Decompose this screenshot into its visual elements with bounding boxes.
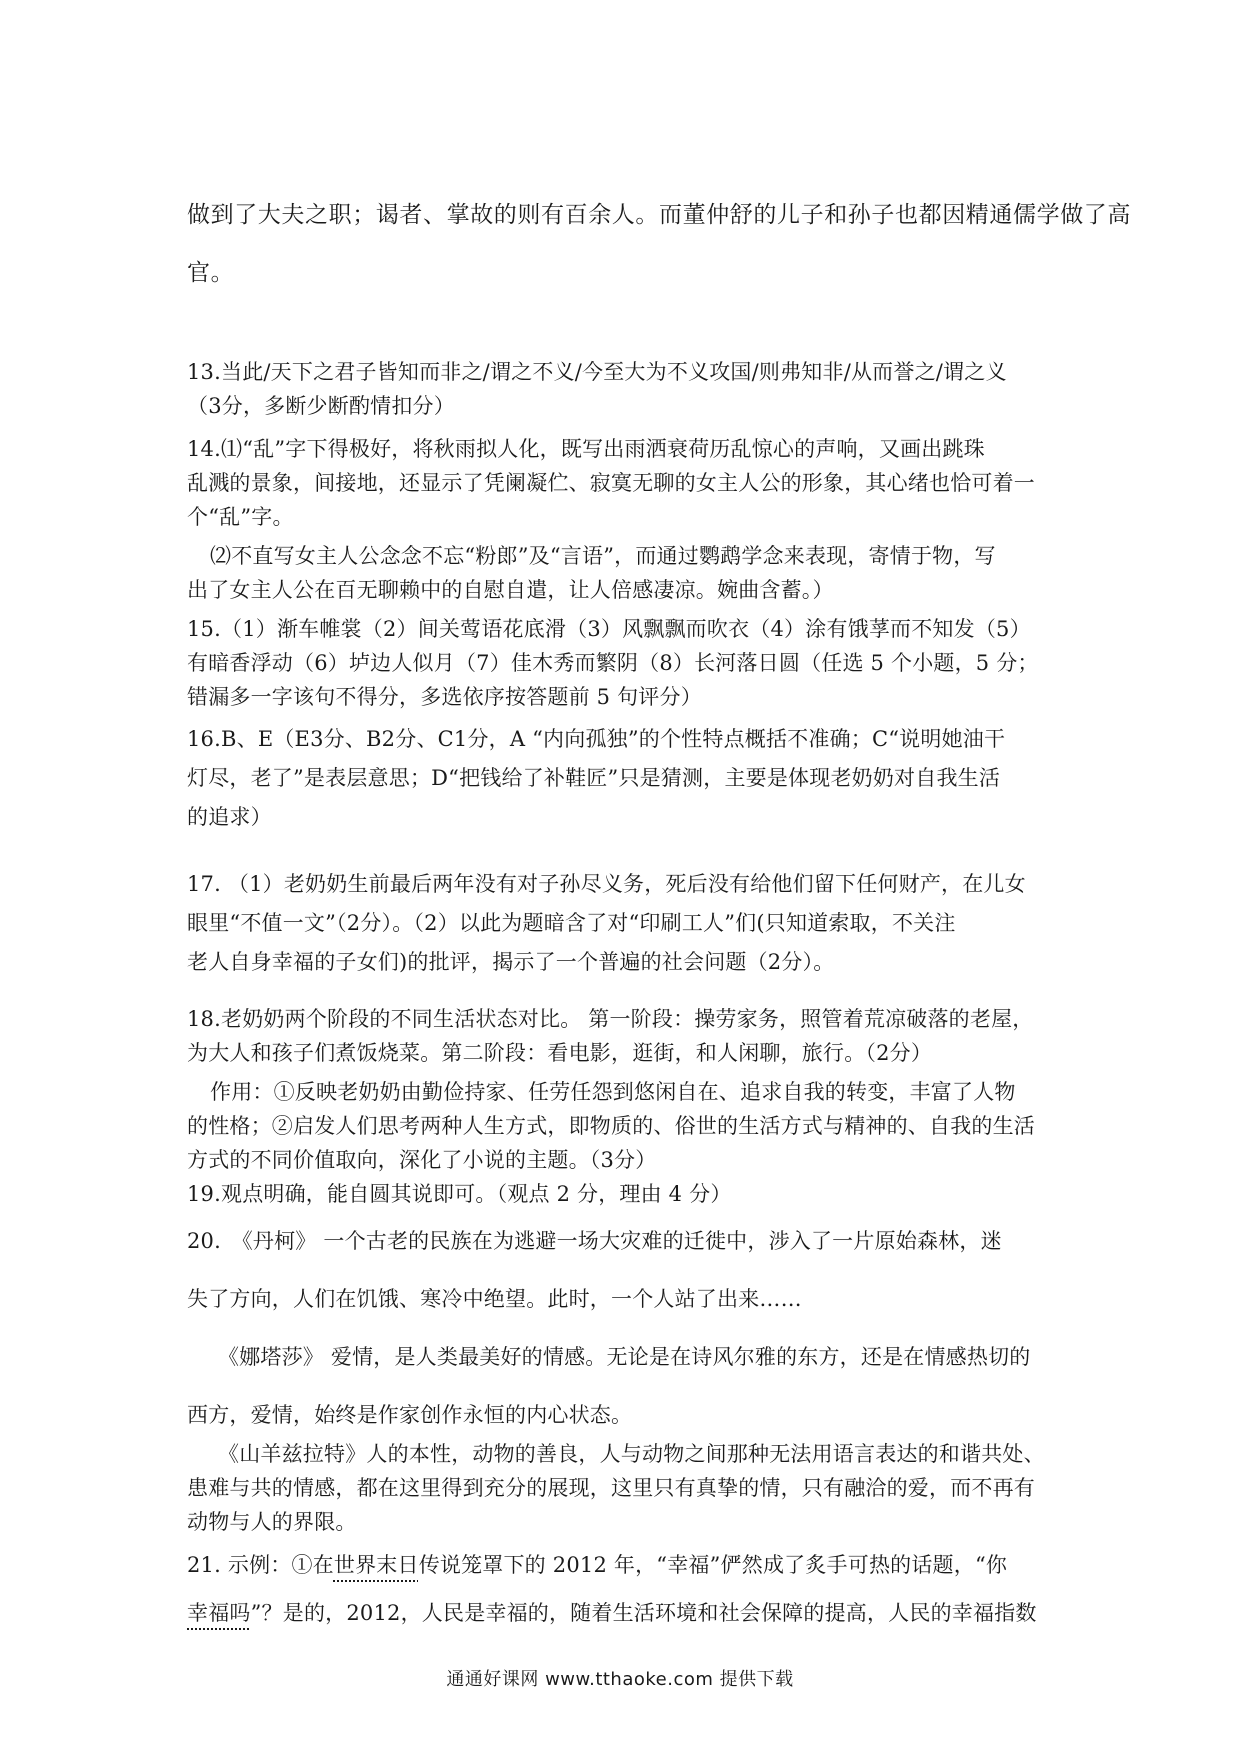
text-line: 作用：①反映老奶奶由勤俭持家、任劳任怨到悠闲自在、追求自我的转变，丰富了人物 [210, 1080, 1016, 1104]
answer-21-line [187, 1550, 1057, 1580]
text-line: 出了女主人公在百无聊赖中的自慰自遣，让人倍感凄凉。婉曲含蓄。） [187, 578, 834, 602]
text-segment: 传说笼罩下的 2012 年，“幸福”俨然成了炙手可热的话题，“你 [418, 1553, 1008, 1577]
text-line: 老人自身幸福的子女们)的批评，揭示了一个普遍的社会问题（2分）。 [187, 950, 835, 974]
text-line: ⑵不直写女主人公念念不忘“粉郎”及“言语”，而通过鹦鹉学念来表现，寄情于物，写 [210, 544, 996, 568]
text-line: 动物与人的界限。 [187, 1510, 357, 1534]
answer-15-line: 15.（1）渐车帷裳（2）间关莺语花底滑（3）风飘飘而吹衣（4）涂有饿莩而不知发（5） [187, 617, 1031, 641]
text-line: 为大人和孩子们煮饭烧菜。第二阶段：看电影，逛街，和人闲聊，旅行。（2分） [187, 1041, 933, 1065]
text-line: 做到了大夫之职；谒者、掌故的则有百余人。而董仲舒的儿子和孙子也都因精通儒学做了高 [187, 202, 1131, 228]
text-line [187, 1598, 1057, 1628]
text-line: （3分，多断少断酌情扣分） [187, 394, 455, 418]
text-line: 的性格；②启发人们思考两种人生方式，即物质的、俗世的生活方式与精神的、自我的生活 [187, 1114, 1035, 1138]
emphasized-text: 幸福吗 [187, 1601, 251, 1625]
text-line: 西方，爱情，始终是作家创作永恒的内心状态。 [187, 1403, 633, 1427]
answer-13-line: 13.当此/天下之君子皆知而非之/谓之不义/今至大为不义攻国/则弗知非/从而誉之/谓之义 [187, 360, 1007, 384]
answer-18-line: 18.老奶奶两个阶段的不同生活状态对比。 第一阶段：操劳家务，照管着荒凉破落的老屋， [187, 1007, 1034, 1031]
text-line: 乱溅的景象，间接地，还显示了凭阑凝伫、寂寞无聊的女主人公的形象，其心绪也恰可着一 [187, 471, 1035, 495]
text-segment: 21. 示例：①在 [187, 1553, 334, 1577]
text-line: 失了方向，人们在饥饿、寒冷中绝望。此时，一个人站了出来…… [187, 1287, 802, 1311]
text-line: 方式的不同价值取向，深化了小说的主题。（3分） [187, 1148, 657, 1172]
text-line: 有暗香浮动（6）垆边人似月（7）佳木秀而繁阴（8）长河落日圆（任选 5 个小题，5 分； [187, 651, 1039, 675]
answer-17-line: 17. （1）老奶奶生前最后两年没有对子孙尽义务，死后没有给他们留下任何财产，在儿女 [187, 872, 1026, 896]
answer-14-line: 14.⑴“乱”字下得极好，将秋雨拟人化，既写出雨洒衰荷历乱惊心的声响，又画出跳珠 [187, 437, 985, 461]
text-line: 《山羊兹拉特》人的本性，动物的善良，人与动物之间那种无法用语言表达的和谐共处、 [218, 1442, 1045, 1466]
text-line: 错漏多一字该句不得分，多选依序按答题前 5 句评分） [187, 685, 702, 709]
emphasized-text: 世界末日 [333, 1553, 419, 1577]
answer-16-line: 16.B、E（E3分、B2分、C1分，A “内向孤独”的个性特点概括不准确；C“说明她油干 [187, 727, 1006, 751]
text-segment: ”？是的，2012，人民是幸福的，随着生活环境和社会保障的提高，人民的幸福指数 [250, 1601, 1037, 1625]
text-line: 的追求） [187, 805, 272, 829]
text-line: 《娜塔莎》 爱情，是人类最美好的情感。无论是在诗风尔雅的东方，还是在情感热切的 [218, 1345, 1031, 1369]
footer-credit: 通通好课网 www.tthaoke.com 提供下载 [446, 1669, 794, 1690]
text-line: 个“乱”字。 [187, 505, 294, 529]
answer-19-line: 19.观点明确，能自圆其说即可。（观点 2 分，理由 4 分） [187, 1182, 732, 1206]
text-line: 眼里“不值一文”（2分）。（2）以此为题暗含了对“印刷工人”们(只知道索取，不关注 [187, 911, 956, 935]
text-line: 灯尽，老了”是表层意思；D“把钱给了补鞋匠”只是猜测，主要是体现老奶奶对自我生活 [187, 766, 1001, 790]
answer-20-line: 20. 《丹柯》 一个古老的民族在为逃避一场大灾难的迁徙中，涉入了一片原始森林，迷 [187, 1229, 1002, 1253]
text-line: 官。 [187, 260, 235, 286]
text-line: 患难与共的情感，都在这里得到充分的展现，这里只有真挚的情，只有融洽的爱，而不再有 [187, 1476, 1035, 1500]
